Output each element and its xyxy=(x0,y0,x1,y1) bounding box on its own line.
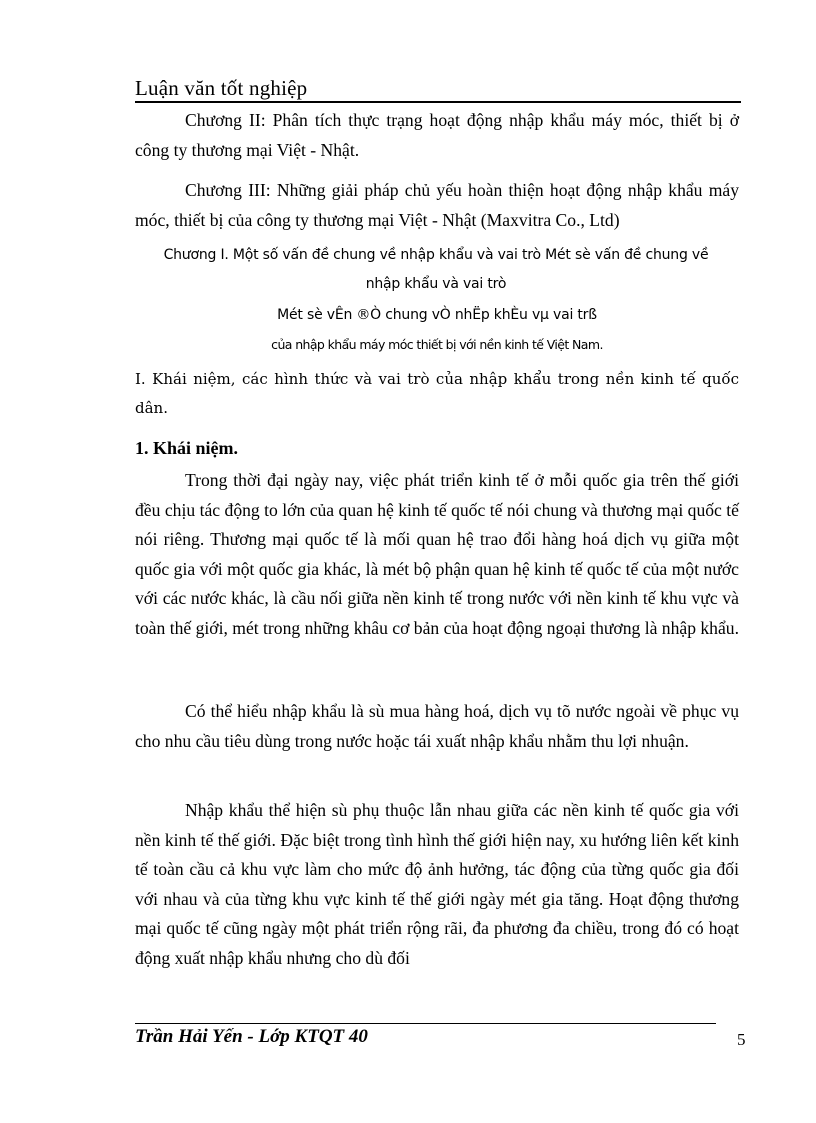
subsection-1-block xyxy=(135,434,739,464)
body-paragraph: Có thể hiểu nhập khẩu là sù mua hàng hoá, dịch vụ tõ nước ngoài về phục vụ cho nhu cầu tiêu dùng trong nước hoặc tái xuất nhập khẩu nhằm thu lợi nhuận. xyxy=(135,701,739,751)
chapter-3-text: Chương III: Những giải pháp chủ yếu hoàn thiện hoạt động nhập khẩu máy móc, thiết bị của công ty thương mại Việt - Nhật (Maxvitra Co., Ltd) xyxy=(135,180,739,230)
section-1-heading: I. Khái niệm, các hình thức và vai trò của nhập khẩu trong nền kinh tế quốc dân. xyxy=(135,370,739,417)
role-heading-block xyxy=(135,331,739,359)
body-paragraph-3-block xyxy=(135,796,739,973)
garbled-heading: Mét sè vÊn ®Ò chung vÒ nhËp khÈu vµ vai trß xyxy=(277,307,597,323)
garbled-heading-block xyxy=(135,301,739,330)
chapter-1-heading: Chương I. Một số vấn đề chung về nhập khẩu và vai trò Mét sè vấn đề chung về nhập khẩu và vai trò xyxy=(163,247,709,292)
chapter-3-paragraph xyxy=(135,176,739,235)
page-header-title: Luận văn tốt nghiệp xyxy=(135,76,308,100)
subsection-1-heading: 1. Khái niệm. xyxy=(135,438,239,458)
chapter-1-heading-block xyxy=(150,241,722,299)
section-1-block xyxy=(135,365,739,423)
header-divider xyxy=(135,101,741,103)
body-paragraph: Nhập khẩu thể hiện sù phụ thuộc lẫn nhau giữa các nền kinh tế quốc gia với nền kinh tế thế giới. Đặc biệt trong tình hình thế giới hiện nay, xu hướng liên kết kinh tế toàn cầu cả khu vực làm cho mức độ ảnh hưởng, tác động của từng quốc gia đối với nhau và của từng khu vực kinh tế thế giới ngày mét gia tăng. Hoạt động thương mại quốc tế cũng ngày một phát triển rộng rãi, đa phương đa chiều, trong đó có hoạt động xuất nhập khẩu nhưng cho dù đối xyxy=(135,800,739,968)
role-heading: của nhập khẩu máy móc thiết bị với nền kinh tế Việt Nam. xyxy=(271,337,603,352)
footer-author: Trần Hải Yến - Lớp KTQT 40 xyxy=(135,1026,368,1047)
body-paragraph-2-block xyxy=(135,697,739,756)
chapter-2-paragraph xyxy=(135,106,739,165)
body-paragraph-1-block xyxy=(135,466,739,643)
body-paragraph: Trong thời đại ngày nay, việc phát triển kinh tế ở mỗi quốc gia trên thế giới đều chịu tác động to lớn của quan hệ kinh tế quốc tế nói chung và thương mại quốc tế nói riêng. Thương mại quốc tế là mối quan hệ trao đổi hàng hoá dịch vụ giữa một quốc gia với một quốc gia khác, là mét bộ phận quan hệ kinh tế quốc tế của một nước với các nước khác, là cầu nối giữa nền kinh tế trong nước với nền kinh tế khu vực và toàn thế giới, mét trong những khâu cơ bản của hoạt động ngoại thương là nhập khẩu. xyxy=(135,470,739,638)
page-number: 5 xyxy=(737,1030,746,1049)
footer-divider xyxy=(135,1023,716,1024)
chapter-2-text: Chương II: Phân tích thực trạng hoạt động nhập khẩu máy móc, thiết bị ở công ty thương mại Việt - Nhật. xyxy=(135,110,739,160)
